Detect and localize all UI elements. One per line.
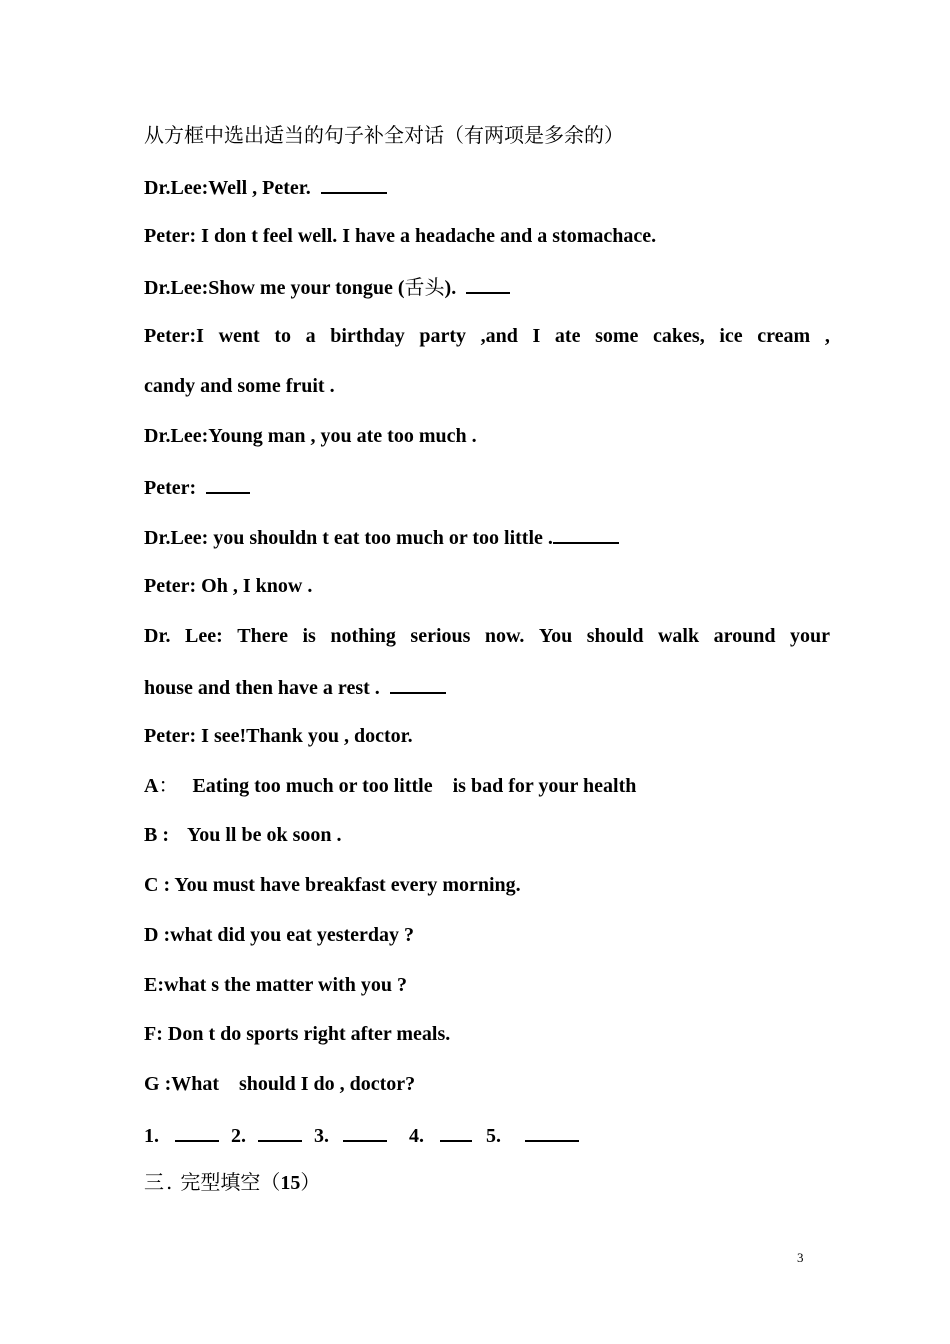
- answer-field-4[interactable]: [440, 1122, 472, 1142]
- answer-blank-1[interactable]: [321, 174, 387, 194]
- option-separator: :: [156, 1023, 163, 1045]
- word: now.: [484, 625, 525, 647]
- option-letter: E: [144, 974, 158, 996]
- word: There: [237, 625, 288, 647]
- word: should: [586, 625, 644, 647]
- answer-blank-5[interactable]: [390, 674, 446, 694]
- option-separator: :: [159, 1073, 172, 1095]
- section-number: 三: [144, 1170, 164, 1194]
- word: I: [532, 325, 541, 347]
- option-letter: C: [144, 874, 159, 896]
- option-e: [144, 973, 830, 997]
- instruction-text: 从方框中选出适当的句子补全对话（有两项是多余的）: [144, 123, 624, 147]
- dialogue-line-8: [144, 524, 830, 550]
- dialogue-text: Peter:: [144, 477, 197, 499]
- word: cream: [757, 325, 811, 347]
- word: to: [274, 325, 291, 347]
- dialogue-line-2: Peter: I don t feel well. I have a headache and a stomachace.: [144, 225, 657, 247]
- option-text: You must have breakfast every morning.: [174, 874, 521, 896]
- option-text: You ll be ok soon .: [187, 824, 342, 846]
- option-letter: G: [144, 1073, 160, 1095]
- word: some: [595, 325, 639, 347]
- answer-blank-2[interactable]: [466, 274, 510, 294]
- option-separator: :: [158, 924, 171, 946]
- answer-field-2[interactable]: [258, 1122, 302, 1142]
- option-b: [144, 823, 830, 847]
- word: You: [538, 625, 573, 647]
- answer-field-3[interactable]: [343, 1122, 387, 1142]
- dialogue-line-4: [144, 324, 830, 348]
- word: serious: [410, 625, 471, 647]
- option-letter: D: [144, 924, 159, 946]
- word: ice: [719, 325, 743, 347]
- word: Lee:: [184, 625, 223, 647]
- option-text: Eating too much or too little is bad for your health: [192, 775, 637, 797]
- word: cakes,: [653, 325, 705, 347]
- dialogue-line-7: [144, 474, 830, 500]
- word: walk: [657, 625, 700, 647]
- word: ate: [554, 325, 581, 347]
- dialogue-line-6: Dr.Lee:Young man , you ate too much .: [144, 425, 477, 447]
- dialogue-text: ).: [444, 277, 457, 299]
- word: is: [302, 625, 316, 647]
- answer-label-2: 2.: [231, 1125, 246, 1147]
- word: a: [305, 325, 316, 347]
- dialogue-text: Dr.Lee:Show me your tongue (: [144, 277, 405, 299]
- section-score: 15: [280, 1172, 301, 1194]
- answer-row: [144, 1122, 830, 1148]
- option-letter: B: [144, 824, 158, 846]
- answer-label-1: 1.: [144, 1125, 159, 1147]
- option-separator: :: [157, 824, 170, 846]
- option-separator: :: [157, 974, 165, 996]
- dialogue-text: Dr.Lee: you shouldn t eat too much or too little .: [144, 527, 553, 549]
- word: your: [789, 625, 830, 647]
- option-separator: :: [158, 874, 171, 896]
- section-title-close: ）: [300, 1170, 321, 1194]
- dialogue-text: Dr.Lee:Well , Peter.: [144, 177, 311, 199]
- answer-field-5[interactable]: [525, 1122, 579, 1142]
- answer-blank-4[interactable]: [553, 524, 619, 544]
- answer-blank-3[interactable]: [206, 474, 250, 494]
- dialogue-text: house and then have a rest .: [144, 677, 380, 699]
- page-number: 3: [797, 1250, 804, 1265]
- dialogue-line-10: [144, 624, 830, 648]
- dialogue-line-1: [144, 174, 830, 200]
- word: Dr.: [144, 625, 171, 647]
- word: nothing: [330, 625, 396, 647]
- answer-label-5: 5.: [486, 1125, 501, 1147]
- dialogue-line-12: Peter: I see!Thank you , doctor.: [144, 725, 413, 747]
- answer-label-3: 3.: [314, 1125, 329, 1147]
- option-d: [144, 923, 830, 947]
- section-title: 完型填空（: [180, 1170, 281, 1194]
- word: went: [218, 325, 260, 347]
- option-c: [144, 873, 830, 897]
- word: ,: [824, 325, 830, 347]
- dialogue-line-5: candy and some fruit .: [144, 375, 335, 397]
- word: party: [419, 325, 466, 347]
- option-letter: F: [144, 1023, 157, 1045]
- option-text: what did you eat yesterday ?: [170, 924, 415, 946]
- option-g: [144, 1072, 830, 1096]
- section-heading: [144, 1170, 830, 1195]
- answer-label-4: 4.: [409, 1125, 424, 1147]
- word: Peter:I: [144, 325, 204, 347]
- option-a: [144, 773, 830, 798]
- option-text: what s the matter with you ?: [164, 974, 407, 996]
- option-f: [144, 1022, 830, 1046]
- option-text: What should I do , doctor?: [171, 1073, 416, 1095]
- answer-field-1[interactable]: [175, 1122, 219, 1142]
- word: ,and: [480, 325, 518, 347]
- section-separator: .: [166, 1170, 173, 1194]
- option-text: Don t do sports right after meals.: [167, 1023, 451, 1045]
- option-letter: A: [144, 775, 159, 797]
- word: around: [713, 625, 776, 647]
- dialogue-line-3: [144, 274, 830, 300]
- dialogue-line-11: [144, 674, 830, 700]
- word: birthday: [330, 325, 405, 347]
- dialogue-line-9: Peter: Oh , I know .: [144, 575, 313, 597]
- option-separator: ：: [158, 773, 179, 797]
- chinese-gloss: 舌头: [404, 275, 445, 299]
